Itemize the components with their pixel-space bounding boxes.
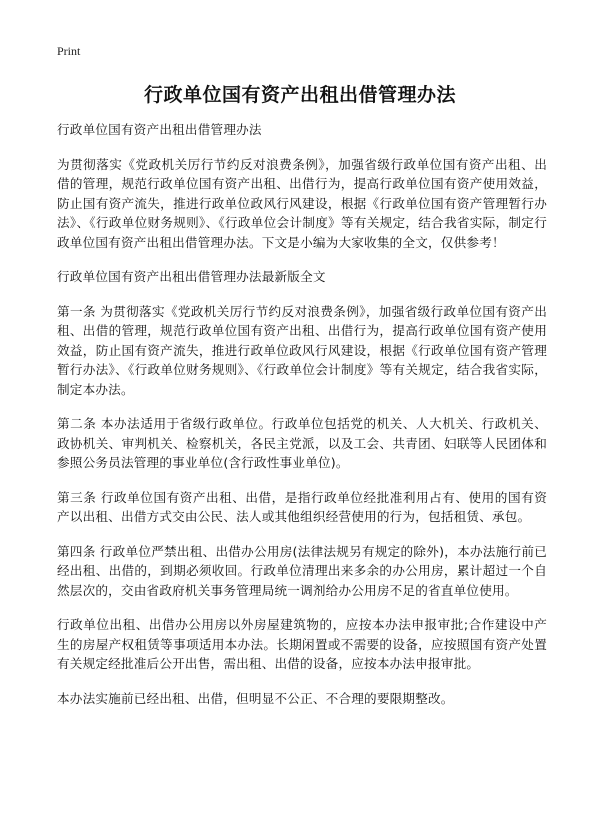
closing-paragraph: 本办法实施前已经出租、出借，但明显不公正、不合理的要限期整改。 [57, 690, 454, 706]
print-link[interactable]: Print [57, 44, 81, 58]
section-heading: 行政单位国有资产出租出借管理办法最新版全文 [57, 269, 326, 284]
article-1-paragraph: 第一条 为贯彻落实《党政机关厉行节约反对浪费条例》，加强省级行政单位国有资产出租、出借的管理，规范行政单位国有资产出租、出借行为，提高行政单位国有资产使用效益，防止国有资产流失，推进行政单位政风行风建设，根据《行政单位国有资产管理暂行办法》、《行政单位财务规则》、《行政单位会计制度》等有关规定，结合我省实际，制定本办法。 [57, 303, 547, 397]
document-body [57, 120, 547, 723]
article-2-paragraph: 第二条 本办法适用于省级行政单位。行政单位包括党的机关、人大机关、行政机关、政协机关、审判机关、检察机关，各民主党派，以及工会、共青团、妇联等人民团体和参照公务员法管理的事业单位(含行政性事业单位)。 [57, 416, 547, 470]
article-4-continuation-paragraph: 行政单位出租、出借办公用房以外房屋建筑物的，应按本办法申报审批;合作建设中产生的房屋产权租赁等事项适用本办法。长期闲置或不需要的设备，应按照国有资产处置有关规定经批准后公开出售，需出租、出借的设备，应按本办法申报审批。 [57, 617, 547, 671]
document-subtitle: 行政单位国有资产出租出借管理办法 [57, 122, 262, 137]
page-title: 行政单位国有资产出租出借管理办法 [143, 84, 456, 106]
article-4-paragraph: 第四条 行政单位严禁出租、出借办公用房(法律法规另有规定的除外)，本办法施行前已经出租、出借的，到期必须收回。行政单位清理出来多余的办公用房，累计超过一个自然层次的，交由省政府机关事务管理局统一调剂给办公用房不足的省直单位使用。 [57, 543, 547, 598]
article-3-paragraph: 第三条 行政单位国有资产出租、出借，是指行政单位经批准利用占有、使用的国有资产以出租、出借方式交由公民、法人或其他组织经营使用的行为，包括租赁、承包。 [57, 489, 547, 524]
intro-paragraph: 为贯彻落实《党政机关厉行节约反对浪费条例》，加强省级行政单位国有资产出租、出借的管理，规范行政单位国有资产出租、出借行为，提高行政单位国有资产使用效益，防止国有资产流失，推进行政单位政风行风建设，根据《行政单位国有资产管理暂行办法》、《行政单位财务规则》、《行政单位会计制度》等有关规定，结合我省实际，制定行政单位国有资产出租出借管理办法。下文是小编为大家收集的全文，仅供参考！ [57, 156, 547, 250]
